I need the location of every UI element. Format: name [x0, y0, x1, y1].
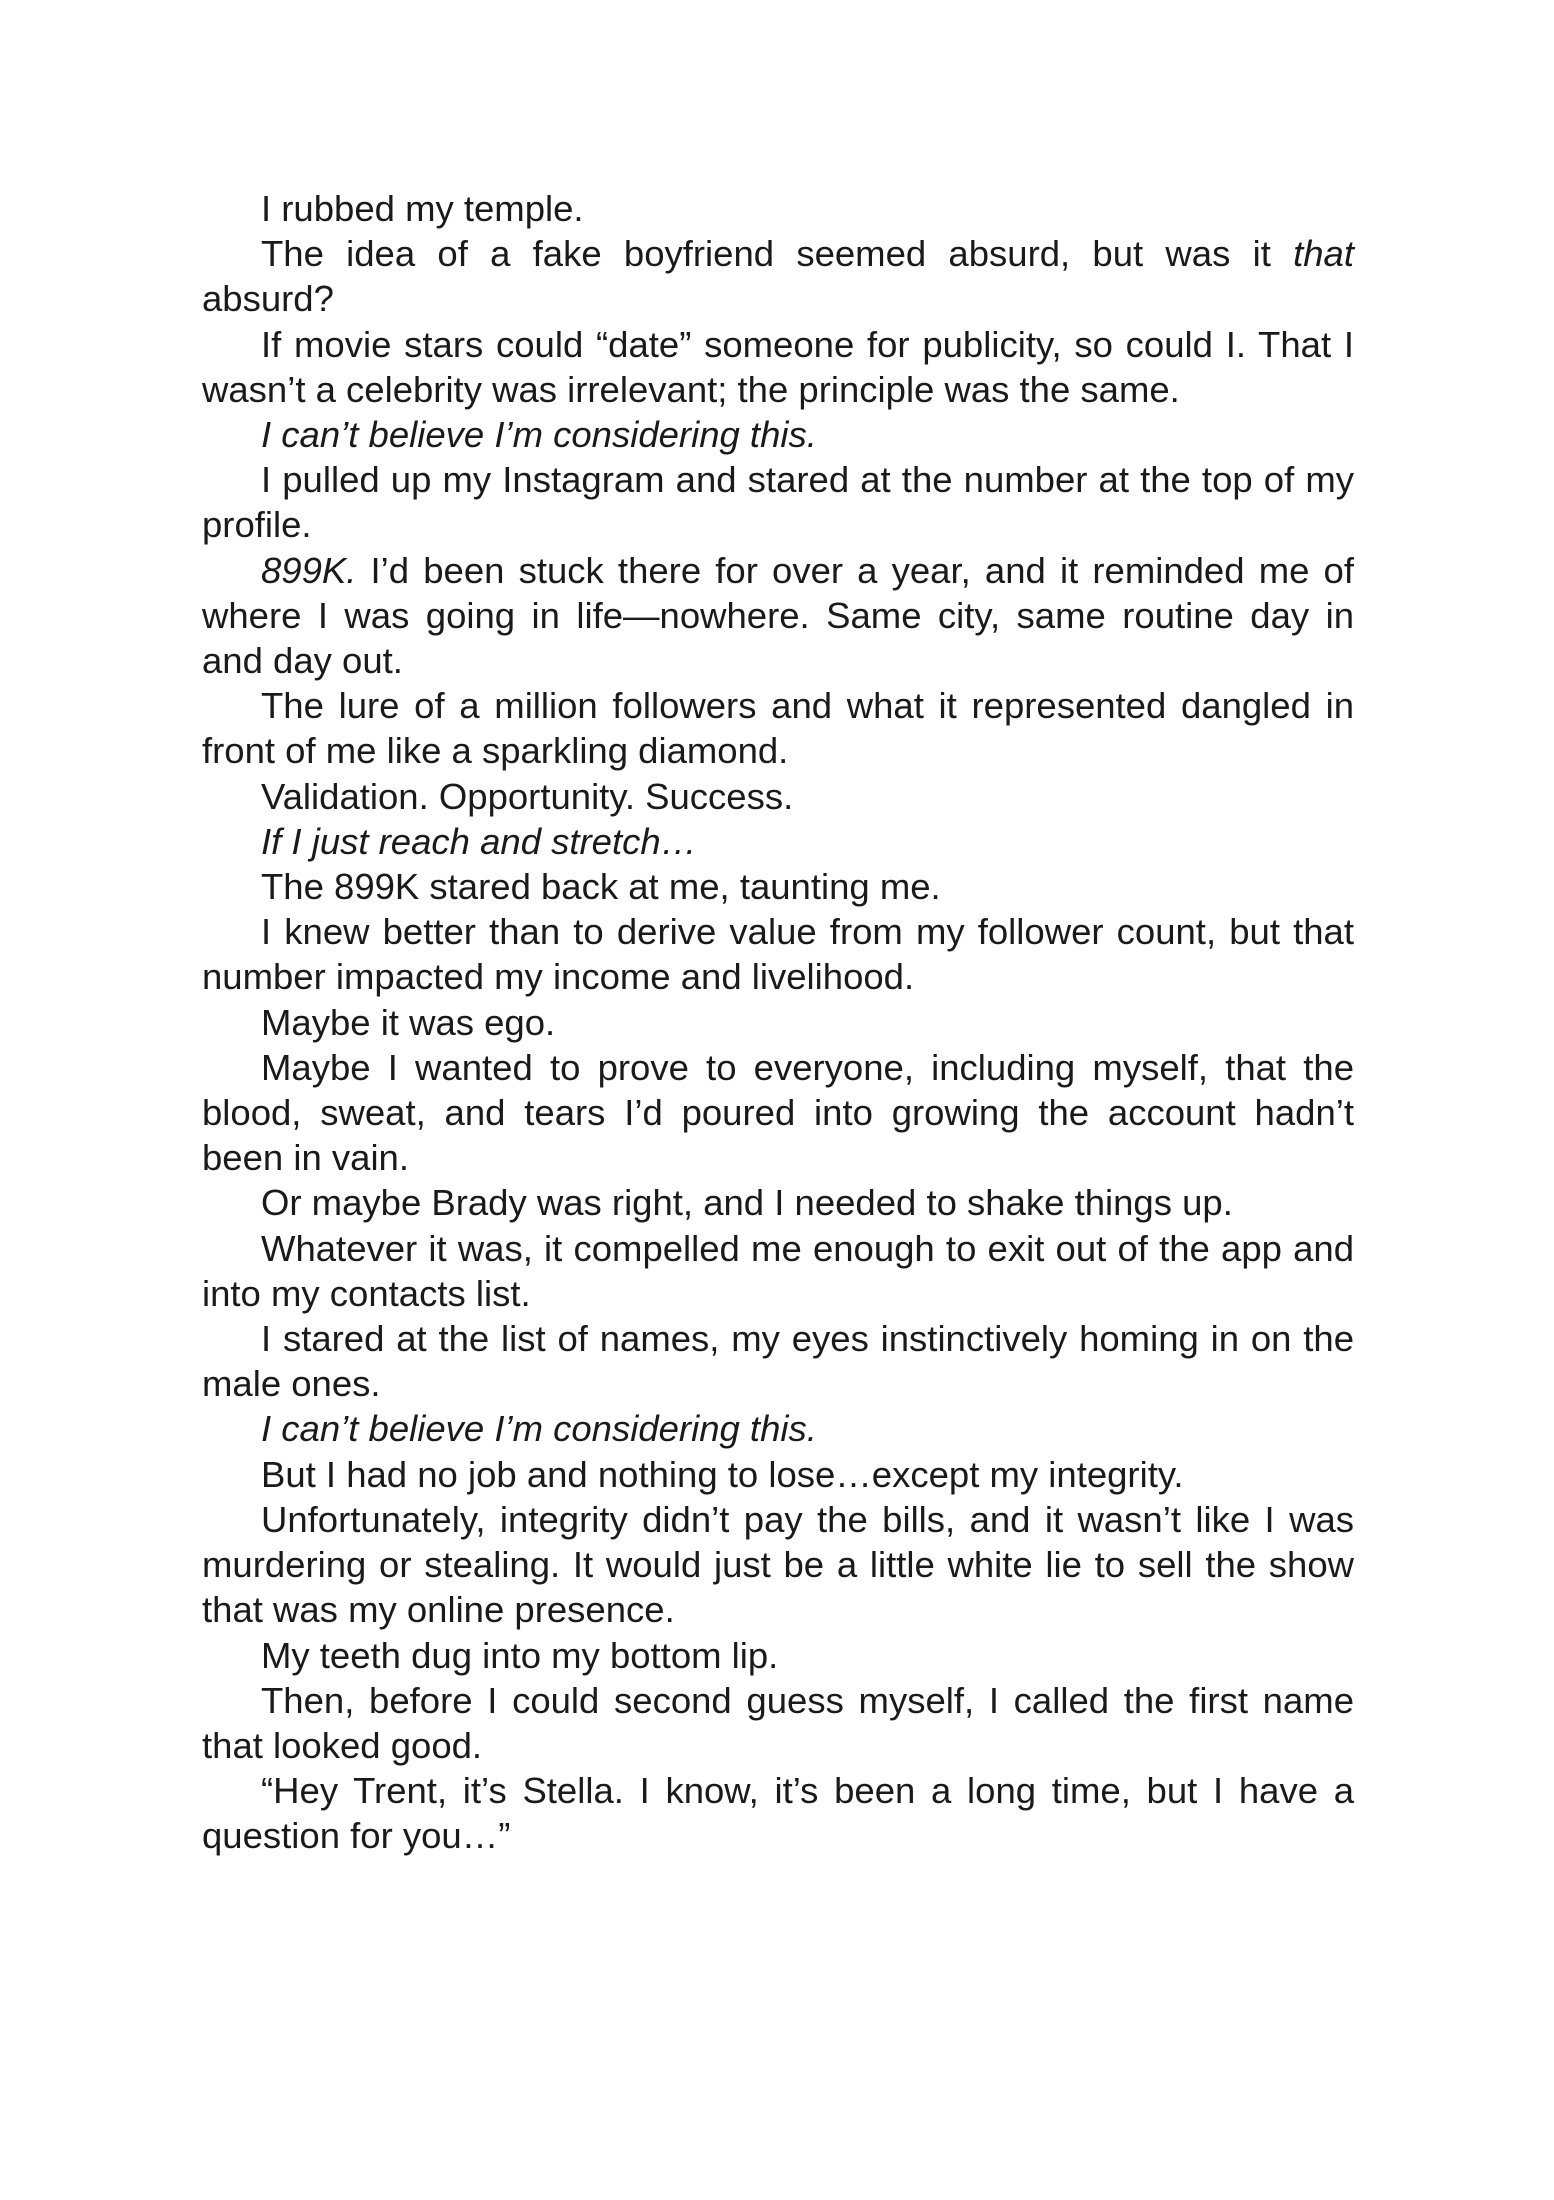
paragraph: [202, 548, 1354, 684]
book-page: [202, 186, 1354, 1859]
paragraph: I rubbed my temple.: [261, 188, 584, 229]
text-run: I’d been stuck there for over a year, and it reminded me of where I was going in life—nowhere. Same city, same routine day in and day out.: [202, 549, 1354, 682]
paragraph: Validation. Opportunity. Success.: [261, 775, 794, 817]
paragraph: I knew better than to derive value from my follower count, but that number impacted my income and livelihood.: [202, 911, 1354, 998]
paragraph: The lure of a million followers and what it represented dangled in front of me like a sparkling diamond.: [202, 685, 1354, 772]
italic-thought: I can’t believe I’m considering this.: [261, 1408, 817, 1450]
paragraph-italic-thought: [202, 1406, 1354, 1451]
text-run: The idea of a fake boyfriend seemed absurd, but was it: [261, 233, 1294, 275]
text-run: absurd?: [202, 278, 334, 320]
paragraph: But I had no job and nothing to lose…except my integrity.: [261, 1453, 1184, 1495]
paragraph: Maybe it was ego.: [261, 1001, 556, 1043]
paragraph: I stared at the list of names, my eyes instinctively homing in on the male ones.: [202, 1318, 1354, 1405]
italic-thought: I can’t believe I’m considering this.: [261, 414, 817, 456]
paragraph: “Hey Trent, it’s Stella. I know, it’s been a long time, but I have a question for you…”: [202, 1770, 1354, 1857]
paragraph: The 899K stared back at me, taunting me.: [261, 866, 941, 908]
paragraph: [202, 231, 1354, 321]
paragraph: Whatever it was, it compelled me enough to exit out of the app and into my contacts list.: [202, 1227, 1354, 1314]
paragraph-italic-thought: [202, 412, 1354, 457]
paragraph-italic-thought: [202, 819, 1354, 864]
paragraph: Maybe I wanted to prove to everyone, including myself, that the blood, sweat, and tears I’d poured into growing the account hadn’t been in vain.: [202, 1046, 1354, 1179]
paragraph: If movie stars could “date” someone for publicity, so could I. That I wasn’t a celebrity was irrelevant; the principle was the same.: [202, 323, 1354, 410]
italic-emphasis: 899K.: [261, 549, 357, 591]
paragraph: My teeth dug into my bottom lip.: [261, 1634, 779, 1676]
italic-thought: If I just reach and stretch…: [261, 820, 698, 862]
paragraph: Unfortunately, integrity didn’t pay the bills, and it wasn’t like I was murdering or stealing. It would just be a little white lie to sell the show that was my online presence.: [202, 1498, 1354, 1631]
paragraph: Or maybe Brady was right, and I needed to shake things up.: [261, 1182, 1233, 1224]
paragraph: Then, before I could second guess myself, I called the first name that looked good.: [202, 1679, 1354, 1766]
italic-emphasis: that: [1293, 233, 1354, 275]
paragraph: I pulled up my Instagram and stared at the number at the top of my profile.: [202, 459, 1354, 546]
